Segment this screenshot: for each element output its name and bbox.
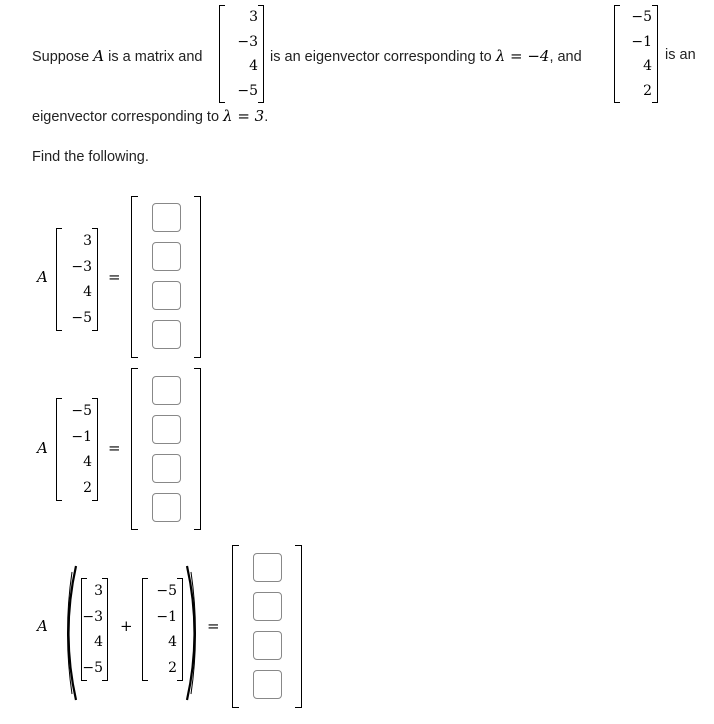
problem3-answer-matrix bbox=[232, 545, 302, 708]
instruction: Find the following. bbox=[32, 149, 149, 165]
problem3-vector-1: 3 −3 4 −5 bbox=[81, 578, 108, 681]
right-parenthesis-icon bbox=[183, 564, 205, 702]
intro-text-1: Suppose A is a matrix and bbox=[32, 47, 203, 65]
left-parenthesis-icon bbox=[58, 564, 80, 702]
eigenvector-2: −5 −1 4 2 bbox=[614, 5, 658, 103]
answer-input-2-1[interactable] bbox=[152, 376, 181, 405]
matrix-A-label: A bbox=[37, 617, 48, 635]
answer-input-1-3[interactable] bbox=[152, 281, 181, 310]
answer-input-2-2[interactable] bbox=[152, 415, 181, 444]
answer-input-2-4[interactable] bbox=[152, 493, 181, 522]
matrix-A-label: A bbox=[37, 268, 48, 286]
answer-input-3-1[interactable] bbox=[253, 553, 282, 582]
answer-input-2-3[interactable] bbox=[152, 454, 181, 483]
equals-sign: = bbox=[108, 268, 121, 286]
answer-input-1-4[interactable] bbox=[152, 320, 181, 349]
problem1-answer-matrix bbox=[131, 196, 201, 358]
intro-text-2: is an eigenvector corresponding to λ = −4, and bbox=[270, 47, 582, 65]
answer-input-1-1[interactable] bbox=[152, 203, 181, 232]
eigenvector-1: 3 −3 4 −5 bbox=[219, 5, 264, 103]
plus-sign: + bbox=[120, 617, 133, 635]
answer-input-3-2[interactable] bbox=[253, 592, 282, 621]
answer-input-3-3[interactable] bbox=[253, 631, 282, 660]
problem1-vector: 3 −3 4 −5 bbox=[56, 228, 98, 331]
matrix-A-label: A bbox=[37, 439, 48, 457]
answer-input-3-4[interactable] bbox=[253, 670, 282, 699]
equals-sign: = bbox=[108, 439, 121, 457]
intro-text-4: eigenvector corresponding to λ = 3. bbox=[32, 107, 269, 125]
problem2-vector: −5 −1 4 2 bbox=[56, 398, 98, 501]
intro-text-3: is an bbox=[665, 47, 696, 63]
answer-input-1-2[interactable] bbox=[152, 242, 181, 271]
equals-sign: = bbox=[207, 617, 220, 635]
problem3-vector-2: −5 −1 4 2 bbox=[142, 578, 183, 681]
problem2-answer-matrix bbox=[131, 368, 201, 530]
